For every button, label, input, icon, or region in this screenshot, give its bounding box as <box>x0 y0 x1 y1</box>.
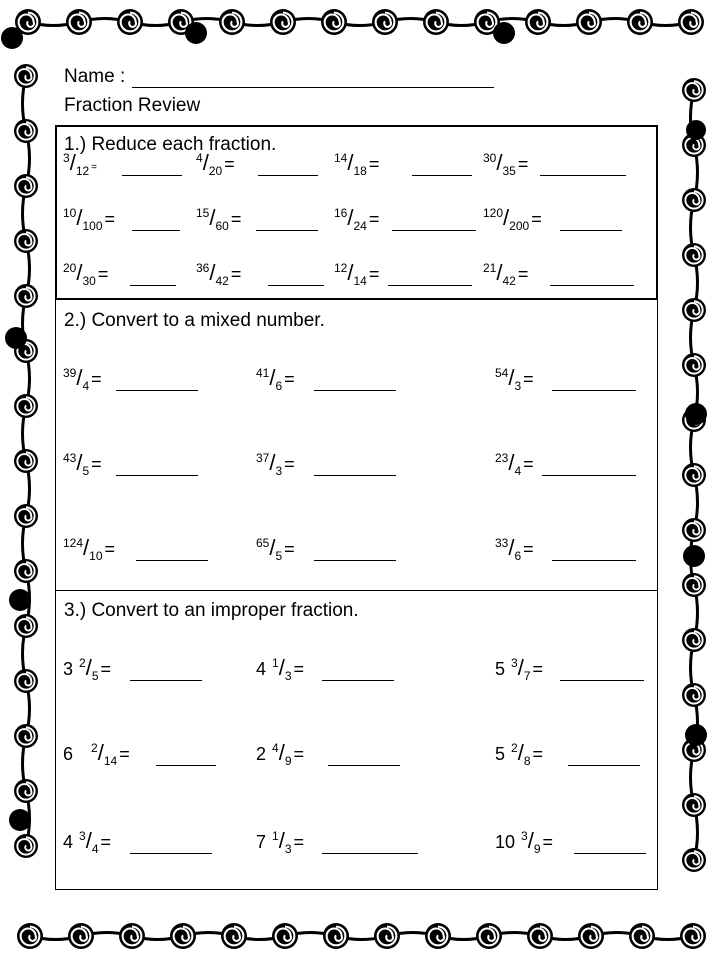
denominator: 5 <box>275 549 283 563</box>
equals-sign: = <box>230 264 242 284</box>
answer-blank[interactable] <box>256 229 318 231</box>
whole-number: 2 <box>256 744 267 764</box>
swirl-icon <box>17 923 43 949</box>
swirl-icon <box>682 78 706 102</box>
answer-blank[interactable] <box>130 284 176 286</box>
problem-2-4 <box>63 450 102 476</box>
denominator: 8 <box>523 754 531 768</box>
answer-blank[interactable] <box>552 559 636 561</box>
answer-blank[interactable] <box>116 474 198 476</box>
answer-blank[interactable] <box>116 389 198 391</box>
swirl-icon <box>170 923 196 949</box>
whole-number: 7 <box>256 832 267 852</box>
numerator: 37 <box>256 451 270 465</box>
denominator: 24 <box>353 219 367 233</box>
denominator: 9 <box>533 842 541 856</box>
problem-2-5 <box>256 450 295 476</box>
denominator: 10 <box>89 549 103 563</box>
numerator: 39 <box>63 366 77 380</box>
equals-sign: = <box>119 744 130 764</box>
problem-2-3 <box>495 365 534 391</box>
equals-sign: = <box>293 832 305 852</box>
answer-blank[interactable] <box>552 389 636 391</box>
denominator: 35 <box>502 164 516 178</box>
whole-number: 3 <box>63 659 74 679</box>
bead-icon <box>683 545 705 567</box>
fraction-slash: / <box>85 828 92 853</box>
swirl-icon <box>14 394 38 418</box>
denominator: 12 <box>75 164 90 178</box>
equals-sign: = <box>284 539 295 559</box>
denominator: 3 <box>514 379 522 393</box>
section-2-title: 2.) Convert to a mixed number. <box>64 310 325 331</box>
bead-icon <box>685 724 707 746</box>
equals-sign: = <box>91 369 102 389</box>
swirl-icon <box>682 573 706 597</box>
equals-sign: = <box>224 154 235 174</box>
problem-1-1 <box>63 150 97 176</box>
fraction-slash: / <box>76 205 83 230</box>
swirl-icon <box>682 298 706 322</box>
swirl-icon <box>374 923 400 949</box>
fraction-slash: / <box>517 655 524 680</box>
swirl-icon <box>578 923 604 949</box>
bead-icon <box>185 22 207 44</box>
numerator: 30 <box>483 151 497 165</box>
fraction-slash: / <box>508 365 515 390</box>
swirl-icon <box>323 923 349 949</box>
answer-blank[interactable] <box>540 174 626 176</box>
numerator: 3 <box>79 829 86 843</box>
answer-blank[interactable] <box>560 679 644 681</box>
whole-number: 10 <box>495 832 516 852</box>
problem-1-8 <box>483 205 542 231</box>
fraction-slash: / <box>269 450 276 475</box>
equals-sign: = <box>542 832 554 852</box>
problem-2-9 <box>495 535 534 561</box>
answer-blank[interactable] <box>388 284 472 286</box>
swirl-icon <box>14 834 38 858</box>
numerator: 4 <box>196 151 203 165</box>
section-2-box <box>55 299 658 591</box>
answer-blank[interactable] <box>392 229 476 231</box>
swirl-icon <box>682 848 706 872</box>
swirl-icon <box>527 923 553 949</box>
denominator: 7 <box>523 669 531 683</box>
denominator: 6 <box>514 549 522 563</box>
swirl-icon <box>117 9 143 35</box>
equals-sign: = <box>91 454 102 474</box>
denominator: 20 <box>208 164 223 178</box>
fraction-slash: / <box>503 205 510 230</box>
fraction-slash: / <box>508 450 515 475</box>
swirl-icon <box>321 9 347 35</box>
denominator: 200 <box>509 219 530 233</box>
name-field[interactable] <box>132 86 494 88</box>
denominator: 30 <box>82 274 96 288</box>
swirl-icon <box>576 9 602 35</box>
name-label: Name : <box>64 66 126 87</box>
fraction-slash: / <box>209 205 216 230</box>
answer-blank[interactable] <box>130 852 212 854</box>
fraction-slash: / <box>269 535 276 560</box>
numerator: 21 <box>483 261 497 275</box>
swirl-icon <box>682 463 706 487</box>
equals-sign: = <box>368 209 380 229</box>
denominator: 9 <box>284 754 292 768</box>
fraction-slash: / <box>76 260 83 285</box>
denominator: 4 <box>514 464 522 478</box>
equals-sign: = <box>531 209 542 229</box>
answer-blank[interactable] <box>314 474 396 476</box>
problem-1-3 <box>334 150 379 176</box>
equals-sign: = <box>284 369 295 389</box>
fraction-slash: / <box>83 535 90 560</box>
problem-1-6 <box>196 205 241 231</box>
answer-blank[interactable] <box>574 852 646 854</box>
problem-1-4 <box>483 150 528 176</box>
fraction-slash: / <box>209 260 216 285</box>
section-1-title: 1.) Reduce each fraction. <box>64 134 277 155</box>
numerator: 10 <box>63 206 77 220</box>
equals-sign: = <box>97 264 109 284</box>
numerator: 3 <box>511 656 518 670</box>
denominator: 18 <box>353 164 367 178</box>
answer-blank[interactable] <box>412 174 472 176</box>
swirl-icon <box>629 923 655 949</box>
problem-2-7 <box>63 535 115 561</box>
swirl-icon <box>682 683 706 707</box>
bead-icon <box>493 22 515 44</box>
answer-blank[interactable] <box>542 474 636 476</box>
swirl-icon <box>14 724 38 748</box>
denominator: 14 <box>353 274 367 288</box>
answer-blank[interactable] <box>130 679 202 681</box>
swirl-icon <box>682 188 706 212</box>
equals-sign: = <box>100 659 112 679</box>
numerator: 43 <box>63 451 77 465</box>
swirl-icon <box>270 9 296 35</box>
fraction-slash: / <box>496 260 503 285</box>
equals-sign: = <box>523 454 534 474</box>
numerator: 65 <box>256 536 270 550</box>
equals-sign: = <box>293 744 305 764</box>
section-3-box <box>55 590 658 890</box>
answer-blank[interactable] <box>156 764 216 766</box>
numerator: 120 <box>483 206 504 220</box>
swirl-icon <box>14 504 38 528</box>
equals-sign: = <box>104 209 116 229</box>
bead-icon <box>686 120 706 140</box>
denominator: 100 <box>82 219 103 233</box>
denominator: 4 <box>91 842 99 856</box>
problem-3-6 <box>495 740 543 766</box>
problem-1-7 <box>334 205 379 231</box>
numerator: 14 <box>334 151 348 165</box>
fraction-slash: / <box>347 205 354 230</box>
swirl-icon <box>68 923 94 949</box>
equals-sign: = <box>91 162 98 173</box>
numerator: 1 <box>272 656 279 670</box>
numerator: 2 <box>91 741 98 755</box>
swirl-icon <box>372 9 398 35</box>
denominator: 3 <box>284 842 292 856</box>
answer-blank[interactable] <box>314 559 396 561</box>
fraction-slash: / <box>527 828 534 853</box>
numerator: 1 <box>272 829 279 843</box>
numerator: 3 <box>63 151 70 165</box>
whole-number: 5 <box>495 659 506 679</box>
swirl-icon <box>682 518 706 542</box>
problem-2-2 <box>256 365 295 391</box>
numerator: 2 <box>79 656 86 670</box>
swirl-icon <box>14 174 38 198</box>
fraction-slash: / <box>347 150 354 175</box>
equals-sign: = <box>284 454 295 474</box>
numerator: 4 <box>272 741 279 755</box>
denominator: 3 <box>284 669 292 683</box>
denominator: 42 <box>215 274 229 288</box>
swirl-icon <box>272 923 298 949</box>
bead-icon <box>9 589 31 611</box>
numerator: 16 <box>334 206 348 220</box>
swirl-icon <box>14 614 38 638</box>
swirl-icon <box>680 923 706 949</box>
denominator: 3 <box>275 464 283 478</box>
numerator: 36 <box>196 261 210 275</box>
bead-icon <box>5 327 27 349</box>
equals-sign: = <box>293 659 305 679</box>
fraction-slash: / <box>278 740 285 765</box>
swirl-icon <box>682 793 706 817</box>
answer-blank[interactable] <box>132 229 180 231</box>
numerator: 12 <box>334 261 348 275</box>
problem-1-5 <box>63 205 115 231</box>
answer-blank[interactable] <box>258 174 318 176</box>
answer-blank[interactable] <box>314 389 396 391</box>
swirl-icon <box>425 923 451 949</box>
swirl-icon <box>66 9 92 35</box>
problem-3-8 <box>256 828 304 854</box>
equals-sign: = <box>230 209 242 229</box>
swirl-icon <box>14 669 38 693</box>
fraction-slash: / <box>69 150 76 175</box>
equals-sign: = <box>100 832 112 852</box>
equals-sign: = <box>523 539 534 559</box>
fraction-slash: / <box>496 150 503 175</box>
numerator: 3 <box>521 829 528 843</box>
equals-sign: = <box>517 154 529 174</box>
equals-sign: = <box>532 744 544 764</box>
answer-blank[interactable] <box>328 764 400 766</box>
problem-3-7 <box>63 828 111 854</box>
problem-3-4 <box>63 740 130 766</box>
swirl-icon <box>525 9 551 35</box>
problem-1-12 <box>483 260 528 286</box>
whole-number: 5 <box>495 744 506 764</box>
section-3-title: 3.) Convert to an improper fraction. <box>64 600 359 621</box>
denominator: 60 <box>215 219 229 233</box>
fraction-slash: / <box>278 828 285 853</box>
fraction-slash: / <box>347 260 354 285</box>
problem-1-10 <box>196 260 241 286</box>
swirl-icon <box>627 9 653 35</box>
denominator: 6 <box>275 379 283 393</box>
answer-blank[interactable] <box>322 852 418 854</box>
fraction-slash: / <box>202 150 209 175</box>
swirl-icon <box>14 284 38 308</box>
swirl-icon <box>14 64 38 88</box>
problem-2-1 <box>63 365 102 391</box>
whole-number: 6 <box>63 744 74 764</box>
problem-1-2 <box>196 150 235 176</box>
denominator: 42 <box>502 274 516 288</box>
answer-blank[interactable] <box>136 559 208 561</box>
swirl-icon <box>14 449 38 473</box>
problem-3-2 <box>256 655 304 681</box>
denominator: 5 <box>82 464 90 478</box>
answer-blank[interactable] <box>122 174 182 176</box>
worksheet-title: Fraction Review <box>64 95 201 116</box>
numerator: 33 <box>495 536 509 550</box>
equals-sign: = <box>104 539 116 559</box>
numerator: 23 <box>495 451 509 465</box>
whole-number: 4 <box>256 659 267 679</box>
numerator: 41 <box>256 366 270 380</box>
equals-sign: = <box>517 264 529 284</box>
numerator: 15 <box>196 206 210 220</box>
swirl-icon <box>14 229 38 253</box>
numerator: 2 <box>511 741 518 755</box>
denominator: 14 <box>103 754 118 768</box>
equals-sign: = <box>523 369 534 389</box>
problem-3-1 <box>63 655 111 681</box>
fraction-slash: / <box>97 740 104 765</box>
problem-1-11 <box>334 260 379 286</box>
whole-number: 4 <box>63 832 74 852</box>
swirl-icon <box>14 559 38 583</box>
fraction-slash: / <box>517 740 524 765</box>
bead-icon <box>1 27 23 49</box>
answer-blank[interactable] <box>268 284 324 286</box>
swirl-icon <box>119 923 145 949</box>
answer-blank[interactable] <box>550 284 634 286</box>
swirl-icon <box>14 779 38 803</box>
swirl-icon <box>14 119 38 143</box>
problem-2-6 <box>495 450 534 476</box>
swirl-icon <box>423 9 449 35</box>
problem-2-8 <box>256 535 295 561</box>
fraction-slash: / <box>76 365 83 390</box>
numerator: 20 <box>63 261 77 275</box>
problem-3-5 <box>256 740 304 766</box>
denominator: 5 <box>91 669 99 683</box>
answer-blank[interactable] <box>322 679 394 681</box>
problem-3-3 <box>495 655 543 681</box>
swirl-icon <box>678 9 704 35</box>
fraction-slash: / <box>508 535 515 560</box>
bead-icon <box>9 809 31 831</box>
fraction-slash: / <box>269 365 276 390</box>
answer-blank[interactable] <box>560 229 622 231</box>
numerator: 54 <box>495 366 509 380</box>
swirl-icon <box>682 628 706 652</box>
equals-sign: = <box>368 264 380 284</box>
numerator: 124 <box>63 536 84 550</box>
swirl-icon <box>219 9 245 35</box>
fraction-slash: / <box>278 655 285 680</box>
denominator: 4 <box>82 379 90 393</box>
answer-blank[interactable] <box>568 764 640 766</box>
swirl-icon <box>476 923 502 949</box>
swirl-icon <box>221 923 247 949</box>
fraction-slash: / <box>76 450 83 475</box>
equals-sign: = <box>368 154 380 174</box>
swirl-icon <box>682 353 706 377</box>
swirl-icon <box>682 243 706 267</box>
problem-3-9 <box>495 828 553 854</box>
bead-icon <box>685 403 707 425</box>
problem-1-9 <box>63 260 108 286</box>
equals-sign: = <box>532 659 544 679</box>
fraction-slash: / <box>85 655 92 680</box>
